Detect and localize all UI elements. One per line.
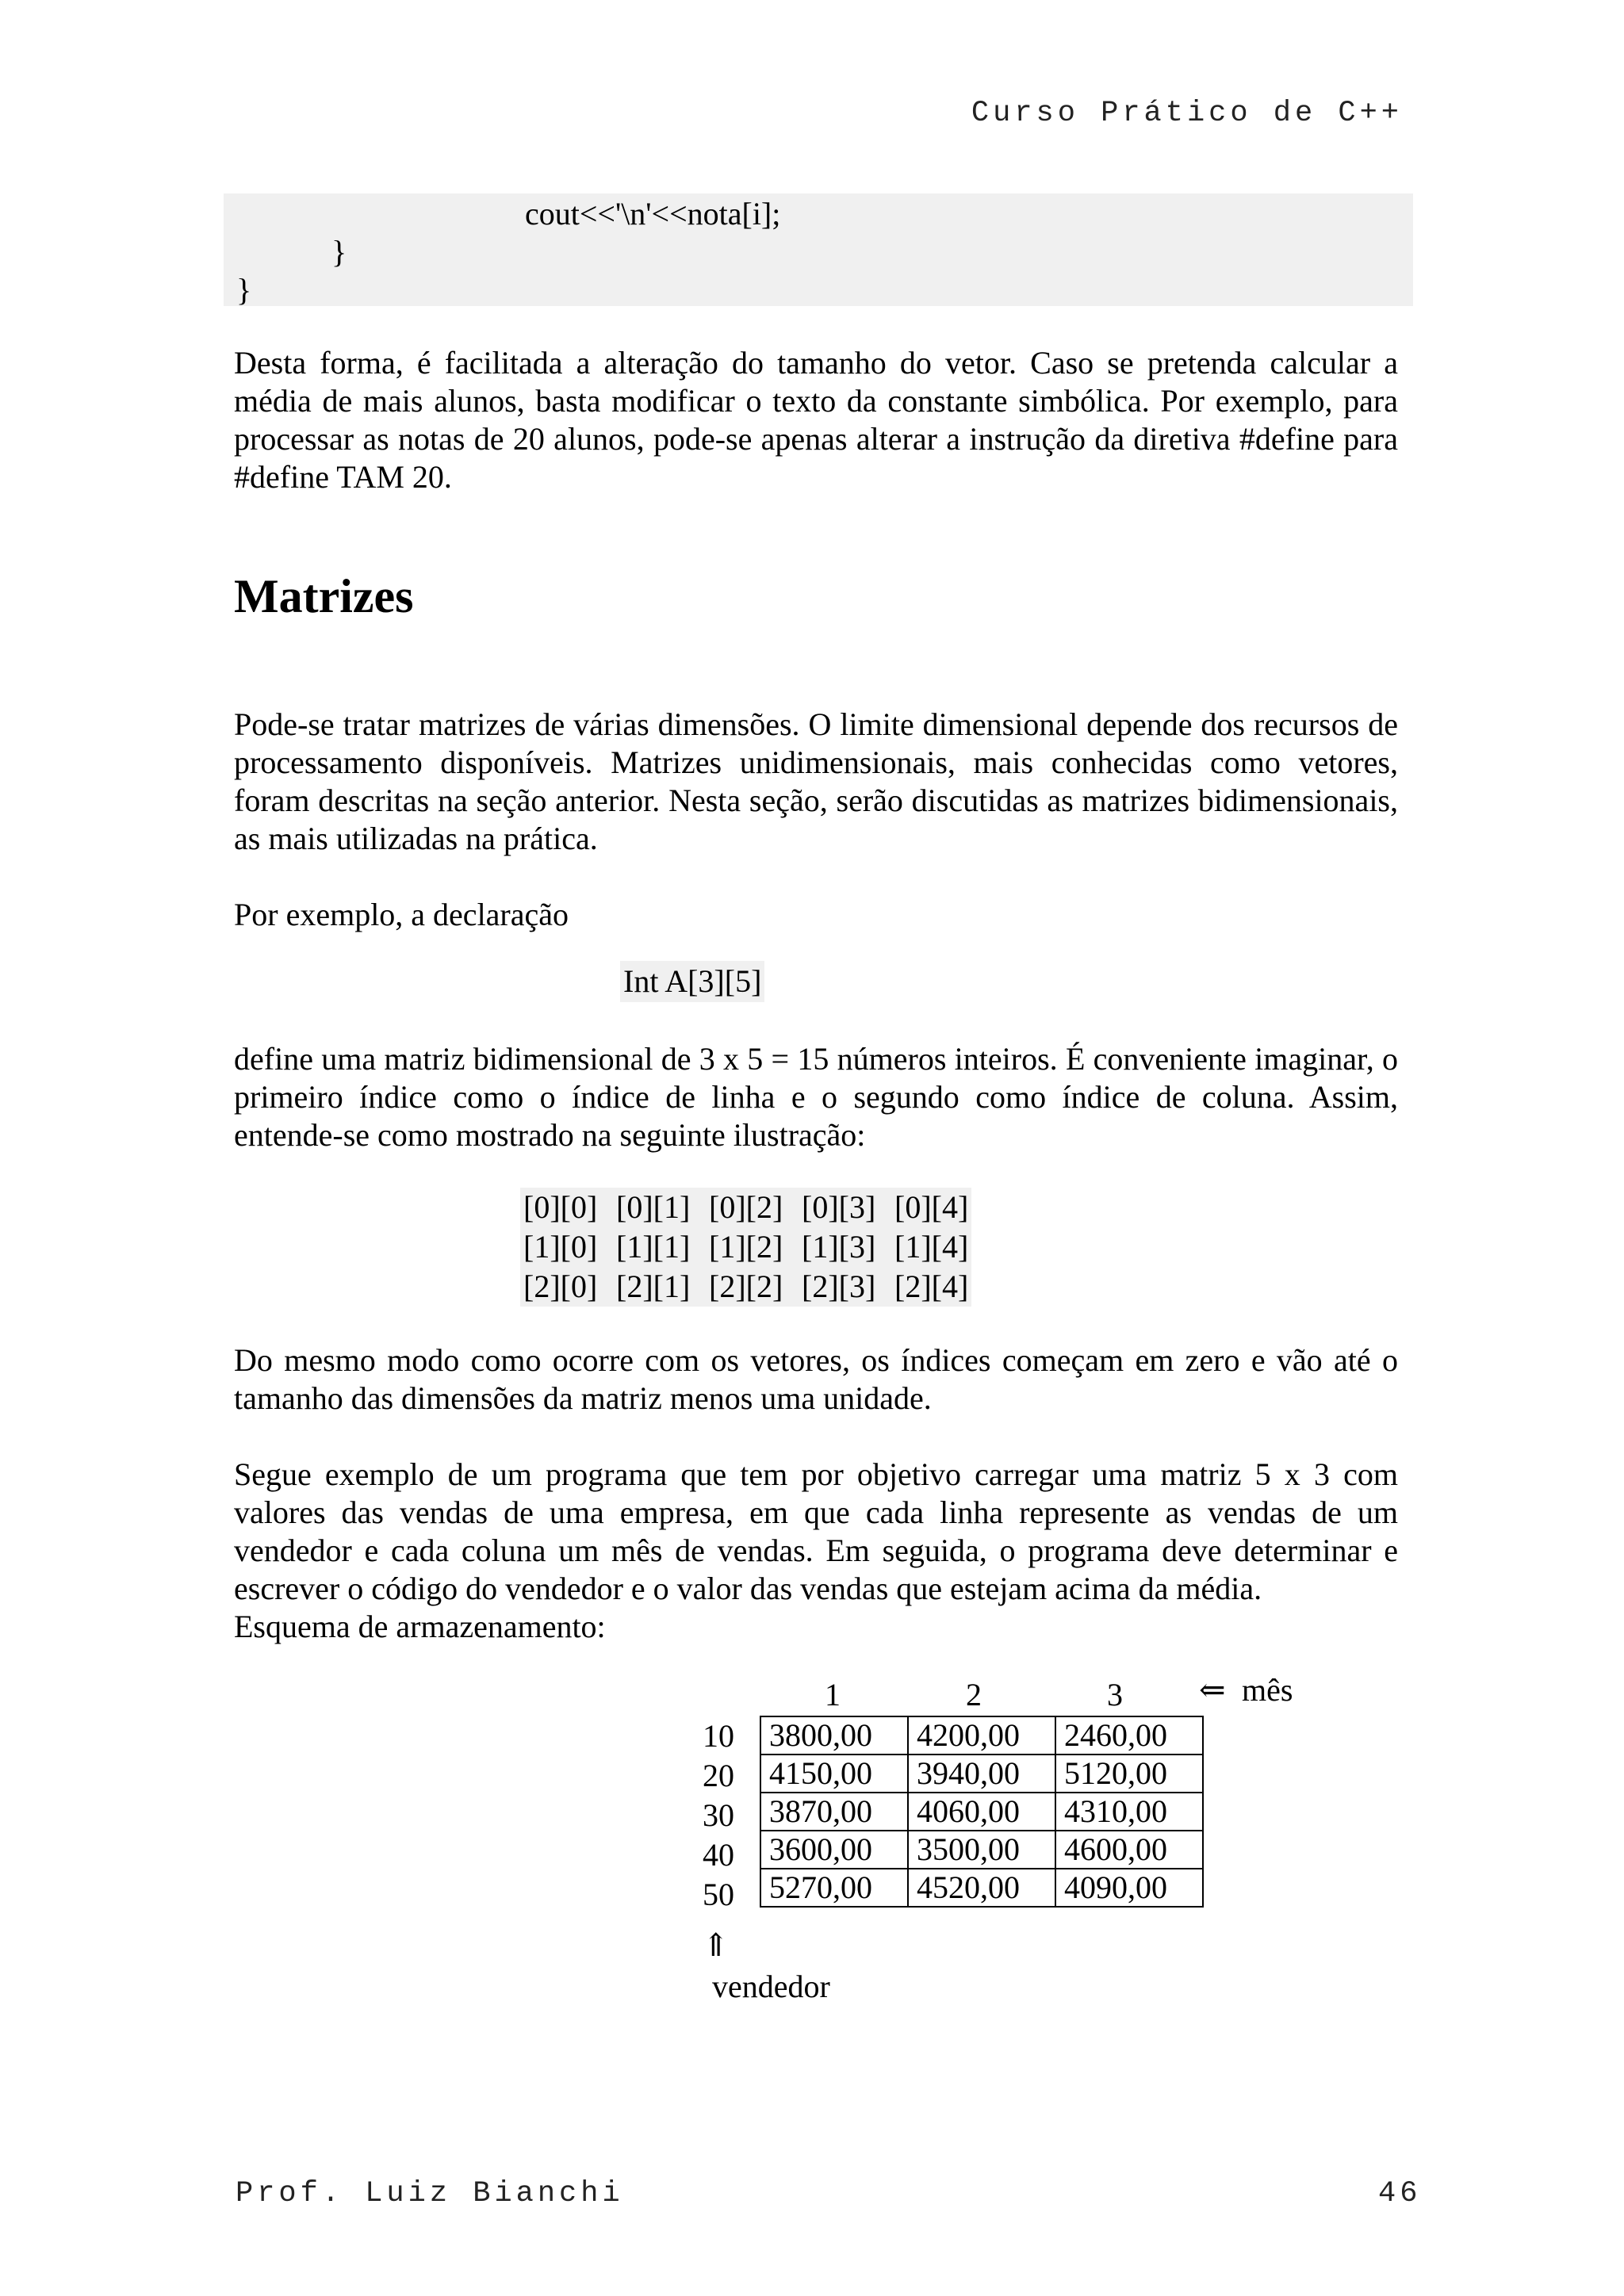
- code-block: [224, 193, 1413, 306]
- seller-row-header: 50: [703, 1877, 734, 1912]
- matrix-index: [2][4]: [894, 1269, 969, 1304]
- table-row: [760, 1716, 1203, 1755]
- matrix-row: [523, 1227, 968, 1267]
- matrix-index: [1][3]: [802, 1229, 876, 1265]
- sales-cell: 4060,00: [908, 1793, 1055, 1831]
- sales-cell: 5270,00: [760, 1869, 908, 1907]
- paragraph-sales-program: Segue exemplo de um programa que tem por objetivo carregar uma matriz 5 x 3 com valores das vendas de uma empresa, em que cada linha represente as vendas de um vendedor e cada coluna um mês de vendas. Em seguida, o programa deve determinar e escrever o código do vendedor e o valor das vendas que estejam acima da média.: [234, 1456, 1398, 1606]
- sales-cell: 5120,00: [1055, 1755, 1203, 1793]
- footer-author: Prof. Luiz Bianchi: [236, 2177, 624, 2210]
- table-row: [760, 1869, 1203, 1907]
- matrix-index: [1][2]: [709, 1229, 783, 1265]
- paragraph-matrices-intro: Pode-se tratar matrizes de várias dimensões. O limite dimensional depende dos recursos de processamento disponíveis. Matrizes unidimensionais, mais conhecidas como vetores, foram descritas na seção anterior. Nesta seção, serão discutidas as matrizes bidimensionais, as mais utilizadas na prática.: [234, 706, 1398, 856]
- section-heading: Matrizes: [234, 570, 414, 622]
- code-closing-brace: }: [331, 234, 347, 270]
- paragraph-example-declaration: Por exemplo, a declaração: [234, 897, 569, 932]
- sales-cell: 4090,00: [1055, 1869, 1203, 1907]
- paragraph-storage-scheme: Esquema de armazenamento:: [234, 1609, 606, 1644]
- matrix-index: [0][3]: [802, 1189, 876, 1225]
- declaration-code: Int A[3][5]: [620, 961, 764, 1002]
- month-column-header: 2: [966, 1677, 982, 1712]
- table-row: [760, 1831, 1203, 1869]
- matrix-row: [523, 1188, 968, 1227]
- sales-cell: 3940,00: [908, 1755, 1055, 1793]
- matrix-index: [0][1]: [616, 1189, 691, 1225]
- seller-row-header: 30: [703, 1797, 734, 1833]
- matrix-index: [0][0]: [523, 1189, 598, 1225]
- up-arrow-icon: ⇑: [703, 1927, 730, 1963]
- sales-cell: 4150,00: [760, 1755, 908, 1793]
- code-closing-brace: }: [236, 272, 252, 308]
- seller-row-header: 20: [703, 1758, 734, 1793]
- matrix-index: [2][2]: [709, 1269, 783, 1304]
- seller-label: vendedor: [712, 1969, 830, 2004]
- matrix-index: [1][1]: [616, 1229, 691, 1265]
- matrix-index: [0][4]: [894, 1189, 969, 1225]
- table-row: [760, 1793, 1203, 1831]
- matrix-index: [2][1]: [616, 1269, 691, 1304]
- paragraph-bidimensional: define uma matriz bidimensional de 3 x 5 = 15 números inteiros. É conveniente imaginar, o primeiro índice como o índice de linha e o segundo como índice de coluna. Assim, entende-se como mostrado na seguinte ilustração:: [234, 1041, 1398, 1153]
- seller-row-header: 10: [703, 1718, 734, 1754]
- sales-cell: 4310,00: [1055, 1793, 1203, 1831]
- page-number: 46: [1378, 2177, 1422, 2210]
- sales-cell: 3870,00: [760, 1793, 908, 1831]
- sales-cell: 3500,00: [908, 1831, 1055, 1869]
- paragraph-indices: Do mesmo modo como ocorre com os vetores, os índices começam em zero e vão até o tamanho das dimensões da matriz menos uma unidade.: [234, 1342, 1398, 1416]
- code-line: cout<<'\n'<<nota[i];: [525, 196, 781, 232]
- matrix-index: [1][4]: [894, 1229, 969, 1265]
- sales-cell: 3800,00: [760, 1716, 908, 1755]
- table-row: [760, 1755, 1203, 1793]
- matrix-index: [0][2]: [709, 1189, 783, 1225]
- left-arrow-icon: ⇐: [1199, 1672, 1226, 1708]
- matrix-index-illustration: [520, 1188, 971, 1307]
- sales-cell: 4200,00: [908, 1716, 1055, 1755]
- month-label: mês: [1242, 1672, 1293, 1708]
- seller-row-header: 40: [703, 1837, 734, 1873]
- paragraph-vector-size: Desta forma, é facilitada a alteração do tamanho do vetor. Caso se pretenda calcular a média de mais alunos, basta modificar o texto da constante simbólica. Por exemplo, para processar as notas de 20 alunos, pode-se apenas alterar a instrução da diretiva #define para #define TAM 20.: [234, 345, 1398, 495]
- month-column-header: 3: [1107, 1677, 1123, 1712]
- sales-cell: 2460,00: [1055, 1716, 1203, 1755]
- month-column-header: 1: [825, 1677, 841, 1712]
- sales-cell: 3600,00: [760, 1831, 908, 1869]
- running-header: Curso Prático de C++: [971, 97, 1403, 130]
- matrix-index: [1][0]: [523, 1229, 598, 1265]
- sales-cell: 4600,00: [1055, 1831, 1203, 1869]
- sales-table: [760, 1716, 1204, 1908]
- matrix-index: [2][3]: [802, 1269, 876, 1304]
- matrix-row: [523, 1267, 968, 1307]
- sales-cell: 4520,00: [908, 1869, 1055, 1907]
- matrix-index: [2][0]: [523, 1269, 598, 1304]
